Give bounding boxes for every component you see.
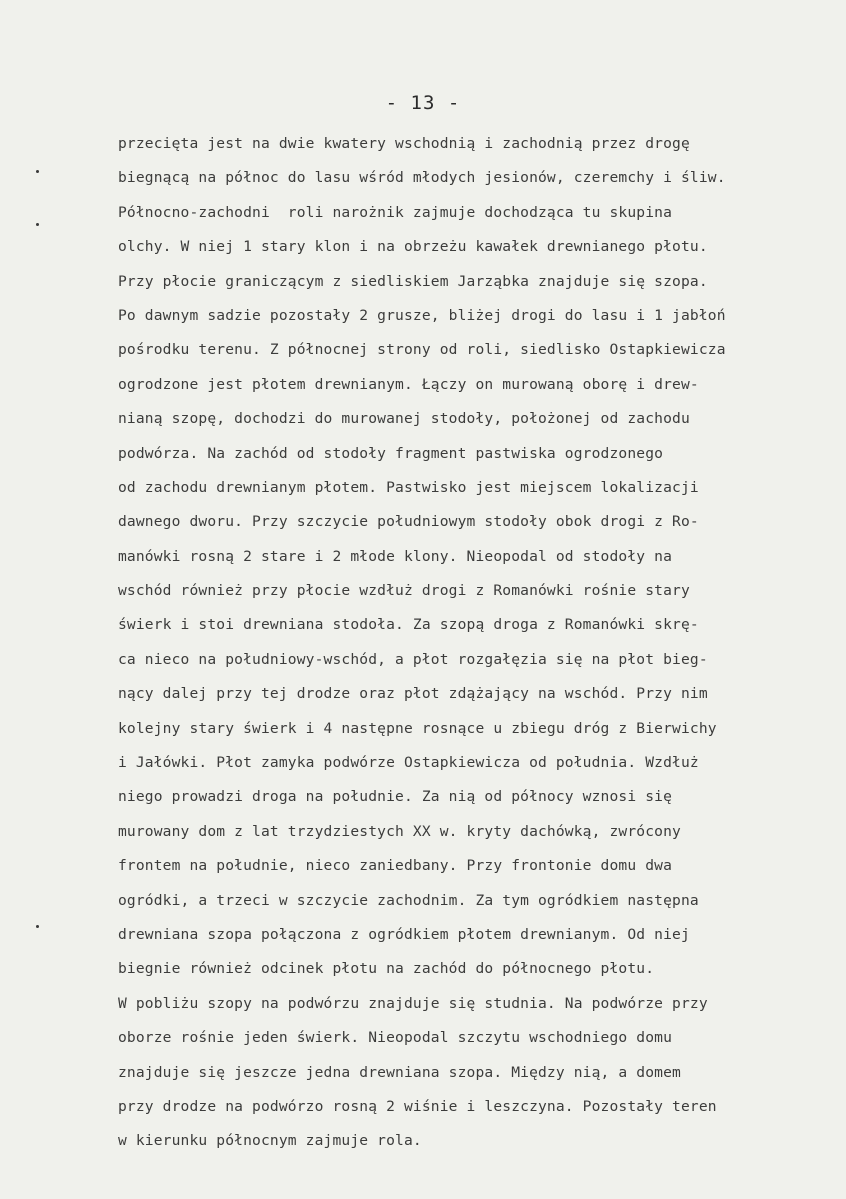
text-line: Północno-zachodni roli narożnik zajmuje dochodząca tu skupina <box>118 203 673 221</box>
text-line: nianą szopę, dochodzi do murowanej stodoły, położonej od zachodu <box>118 410 690 428</box>
margin-mark <box>36 925 39 928</box>
text-line: biegnącą na północ do lasu wśród młodych jesionów, czeremchy i śliw. <box>118 169 726 187</box>
text-line: przecięta jest na dwie kwatery wschodnią i zachodnią przez drogę <box>118 135 690 152</box>
text-line: manówki rosną 2 stare i 2 młode klony. Nieopodal od stodoły na <box>118 547 673 565</box>
text-line: frontem na południe, nieco zaniedbany. Przy frontonie domu dwa <box>118 857 673 875</box>
text-line: świerk i stoi drewniana stodoła. Za szopą droga z Romanówki skrę- <box>118 616 699 634</box>
margin-mark <box>36 223 39 226</box>
text-line: i Jałówki. Płot zamyka podwórze Ostapkiewicza od południa. Wzdłuż <box>118 754 699 772</box>
text-line: murowany dom z lat trzydziestych XX w. kryty dachówką, zwrócony <box>118 822 681 840</box>
text-line: W pobliżu szopy na podwórzu znajduje się studnia. Na podwórze przy <box>118 994 708 1012</box>
text-line: Przy płocie graniczącym z siedliskiem Jarząbka znajduje się szopa. <box>118 272 708 290</box>
text-line: kolejny stary świerk i 4 następne rosnące u zbiegu dróg z Bierwichy <box>118 719 717 737</box>
text-line: w kierunku północnym zajmuje rola. <box>118 1132 422 1150</box>
text-line: znajduje się jeszcze jedna drewniana szopa. Między nią, a domem <box>118 1063 681 1081</box>
text-line: biegnie również odcinek płotu na zachód do północnego płotu. <box>118 960 655 978</box>
text-line: olchy. W niej 1 stary klon i na obrzeżu kawałek drewnianego płotu. <box>118 238 708 256</box>
text-line: nący dalej przy tej drodze oraz płot zdążający na wschód. Przy nim <box>118 685 708 703</box>
margin-mark <box>36 170 39 173</box>
text-line: wschód również przy płocie wzdłuż drogi z Romanówki rośnie stary <box>118 582 690 600</box>
body-text <box>118 127 828 1159</box>
text-line: niego prowadzi droga na południe. Za nią od północy wznosi się <box>118 788 673 806</box>
text-line: dawnego dworu. Przy szczycie południowym stodoły obok drogi z Ro- <box>118 513 699 531</box>
text-line: przy drodze na podwórzo rosną 2 wiśnie i leszczyna. Pozostały teren <box>118 1097 717 1115</box>
text-line: pośrodku terenu. Z północnej strony od roli, siedlisko Ostapkiewicza <box>118 341 726 359</box>
text-line: Po dawnym sadzie pozostały 2 grusze, bliżej drogi do lasu i 1 jabłoń <box>118 306 726 324</box>
text-line: ogródki, a trzeci w szczycie zachodnim. Za tym ogródkiem następna <box>118 891 699 909</box>
text-line: ogrodzone jest płotem drewnianym. Łączy on murowaną oborę i drew- <box>118 375 699 393</box>
text-line: podwórza. Na zachód od stodoły fragment pastwiska ogrodzonego <box>118 444 664 462</box>
text-line: ca nieco na południowy-wschód, a płot rozgałęzia się na płot bieg- <box>118 650 708 668</box>
text-line: od zachodu drewnianym płotem. Pastwisko jest miejscem lokalizacji <box>118 478 699 496</box>
text-line: drewniana szopa połączona z ogródkiem płotem drewnianym. Od niej <box>118 925 690 943</box>
text-line: oborze rośnie jeden świerk. Nieopodal szczytu wschodniego domu <box>118 1029 673 1047</box>
page-number: - 13 - <box>385 92 461 114</box>
